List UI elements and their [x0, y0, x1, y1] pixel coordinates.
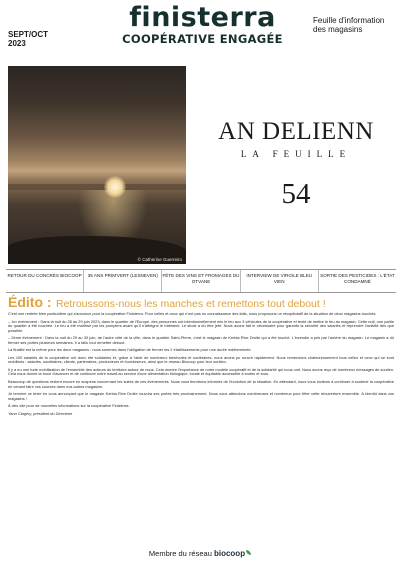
edito-label: Édito : [8, 294, 52, 310]
photo-credit: © Catherine Guerreiro [137, 257, 182, 262]
edito-body [8, 312, 394, 544]
brand-name: finisterra [129, 2, 276, 33]
summary-item: FÊTE DES VINS ET FROMAGES DU OTVANE [162, 270, 240, 292]
issue-date: SEPT/OCT 2023 [8, 30, 49, 48]
footer-prefix: Membre du réseau [148, 549, 212, 558]
edito-paragraph: – 1er évènement : Dans la nuit du 28 au 29 juin 2023, dans le quartier de l'Europe, des personnes ont intentionnellement mis le feu aux 3 véhicules de la coopérative et tenté de mettre le feu au magasin. Cette nuit, une partie du quartier a été touchée. Le feu a été maîtrisé par les pompiers avant qu'il n'atteigne le bâtiment. Le stock a dû être jeté. Nous avons fait le nécessaire pour garantir la sécurité des salariés et reprendre l'activité dès que possible. [8, 318, 394, 333]
edito-paragraph: Beaucoup de questions restent encore en suspens concernant les suites de ces évènements. Nous vous tiendrons informés de l'évolution de la situation. En attendant, nous vous invitons à continuer à soutenir la coopérative en venant faire vos courses dans nos autres magasins. [8, 379, 394, 389]
edito-paragraph: C'est une rentrée bien particulière qui s'annonce pour la coopérative Finisterra. Pour celles et ceux qui n'ont pas eu connaissance des faits, nous proposons un récapitulatif de la situation de deux magasins touchés. [8, 312, 377, 316]
edito-paragraph: La finalité est la même pour les deux magasins : nous sommes dans l'obligation de fermer les 2 établissements pour une durée indéterminée. [8, 347, 252, 353]
summary-item: 35 ANS PRIM'VERT (LESNEVEN) [84, 270, 162, 292]
footer [0, 549, 400, 558]
edito-paragraph: Je termine ce texte en vous annonçant que le magasin Kerbia Rive Droite rouvrira ses portes très prochainement. Nous vous attendons nombreuses et nombreux pour fêter cette réouverture ensemble. À bientôt dans vos magasins ! [8, 391, 394, 401]
footer-network-name: biocoop [213, 549, 246, 558]
summary-item: INTERVIEW DE VIRGILE BLEU VIEN [241, 270, 319, 292]
edito-paragraph: Les 100 salariés de la coopérative ont donc été solidaires et, grâce à l'aide de nombreux bénévoles et sociétaires, nous avons pu rouvrir rapidement. Nous remercions chaleureusement tous celles et ceux qui se sont mobilisés : salariés, sociétaires, clients, partenaires, producteurs et fournisseurs, ainsi que le réseau Biocoop pour leur soutien. [8, 354, 394, 365]
edito-paragraph: – 2ème évènement : Dans la nuit du 29 au 30 juin, de l'autre côté de la ville, dans le quartier Saint-Pierre, c'est le magasin de Kerbia Rive Droite qui a été touché. L'incendie a pris par l'arrière du magasin. Le magasin a dû fermer ses portes plusieurs semaines. Il a fallu tout remettre debout. [8, 335, 394, 345]
horizon-line [8, 184, 186, 190]
summary-item: SORTIE DES PESTICIDES : L'ÉTAT CONDAMNÉ [320, 273, 395, 284]
edito-signature: Yann Clagery, président du Directoire [8, 410, 73, 416]
brand-tagline: COOPÉRATIVE ENGAGÉE [122, 32, 283, 46]
edito-paragraph: Il y a eu une forte mobilisation de l'ensemble des acteurs du territoire autour de nous. Cela montre l'importance de notre modèle coopératif et de la solidarité qui nous unit. Nous avons reçu de nombreux messages de soutien. Cela nous donne la force d'avancer et de continuer notre travail au service d'une alimentation biologique, locale et équitable accessible à toutes et tous. [8, 366, 394, 377]
edito-paragraph: À très vite pour de nouvelles informations sur la coopérative Finisterra. [8, 403, 130, 409]
publication-subtitle: LA FEUILLE [240, 149, 352, 159]
brand-logo [110, 3, 295, 45]
summary-item: RETOUR DU CONCRÈS BIOCOOP [6, 270, 84, 292]
newsletter-description: Feuille d'information des magasins [313, 16, 385, 34]
edito-heading [8, 294, 396, 312]
cover-photo [8, 66, 186, 264]
publication-title: AN DELIENN [218, 118, 374, 145]
issue-number: 54 [281, 178, 311, 210]
sun-icon [104, 176, 126, 198]
leaf-icon [246, 550, 251, 555]
contents-summary [6, 269, 396, 293]
edito-title: Retroussons-nous les manches et remettons tout debout ! [56, 298, 326, 310]
